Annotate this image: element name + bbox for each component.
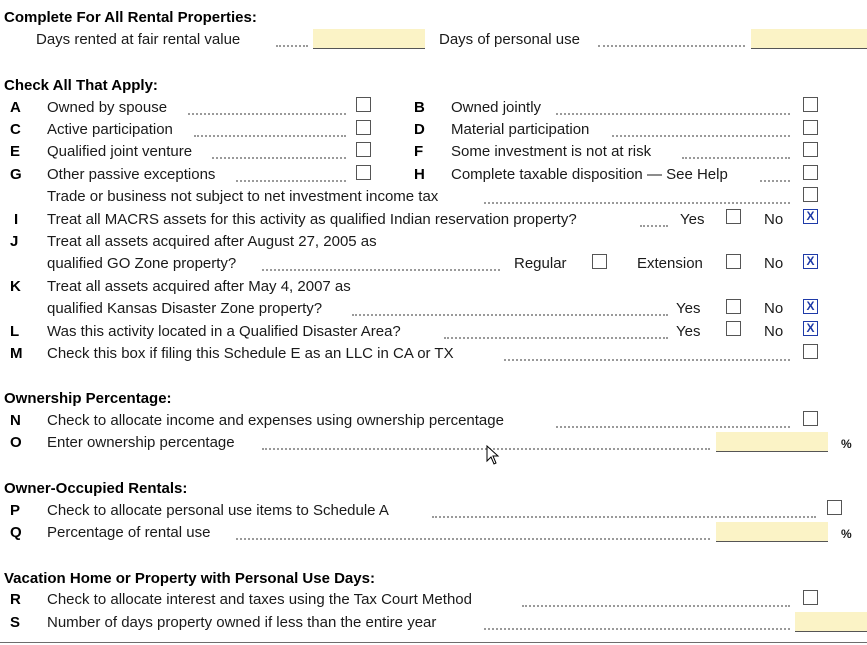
letter-d: D [414,121,425,138]
section-heading-owner-occupied: Owner-Occupied Rentals: [4,480,188,497]
kansas-zone-label-line1: Treat all assets acquired after May 4, 2007 as [47,278,351,295]
leader-dots [262,269,500,271]
letter-l: L [10,323,20,340]
leader-dots [484,202,790,204]
leader-dots [352,314,668,316]
leader-dots [212,157,346,159]
letter-s: S [10,614,21,631]
trade-business-label: Trade or business not subject to net investment income tax [47,188,439,205]
owned-jointly-checkbox[interactable] [803,97,818,112]
bottom-divider [0,642,867,643]
active-participation-label: Active participation [47,121,173,138]
days-rented-label: Days rented at fair rental value [36,31,241,48]
indian-reservation-yes-label: Yes [680,211,705,228]
indian-reservation-yes-checkbox[interactable] [726,209,741,224]
leader-dots [194,135,346,137]
leader-dots [598,45,745,47]
allocate-ownership-label: Check to allocate income and expenses using ownership percentage [47,412,504,429]
letter-g: G [10,166,22,183]
go-zone-extension-checkbox[interactable] [726,254,741,269]
section-heading-check-all: Check All That Apply: [4,77,158,94]
material-participation-label: Material participation [451,121,590,138]
leader-dots [236,538,710,540]
leader-dots [760,180,790,182]
leader-dots [556,113,790,115]
indian-reservation-no-checkbox[interactable]: X [803,209,818,224]
leader-dots [522,605,790,607]
leader-dots [484,628,790,630]
go-zone-no-label: No [764,255,784,272]
days-personal-field[interactable] [751,29,867,49]
kansas-zone-yes-checkbox[interactable] [726,299,741,314]
letter-n: N [10,412,21,429]
section-heading-ownership: Ownership Percentage: [4,390,172,407]
qualified-joint-venture-label: Qualified joint venture [47,143,193,160]
letter-k: K [10,278,21,295]
owned-by-spouse-checkbox[interactable] [356,97,371,112]
owned-jointly-label: Owned jointly [451,99,542,116]
letter-r: R [10,591,21,608]
section-heading-vacation: Vacation Home or Property with Personal Use Days: [4,570,375,587]
not-at-risk-checkbox[interactable] [803,142,818,157]
llc-ca-tx-checkbox[interactable] [803,344,818,359]
leader-dots [556,426,790,428]
material-participation-checkbox[interactable] [803,120,818,135]
allocate-ownership-checkbox[interactable] [803,411,818,426]
leader-dots [612,135,790,137]
letter-a: A [10,99,21,116]
leader-dots [188,113,346,115]
active-participation-checkbox[interactable] [356,120,371,135]
rental-use-percentage-field[interactable] [716,522,828,542]
letter-e: E [10,143,21,160]
mouse-cursor-icon [486,445,500,465]
leader-dots [276,45,308,47]
qualified-disaster-yes-checkbox[interactable] [726,321,741,336]
other-passive-exceptions-checkbox[interactable] [356,165,371,180]
go-zone-no-checkbox[interactable]: X [803,254,818,269]
qualified-joint-venture-checkbox[interactable] [356,142,371,157]
go-zone-extension-label: Extension [637,255,703,272]
allocate-personal-use-checkbox[interactable] [827,500,842,515]
letter-b: B [414,99,425,116]
leader-dots [504,359,790,361]
leader-dots [444,337,668,339]
go-zone-label-line1: Treat all assets acquired after August 27, 2005 as [47,233,377,250]
letter-o: O [10,434,22,451]
owned-by-spouse-label: Owned by spouse [47,99,168,116]
letter-p: P [10,502,21,519]
indian-reservation-label: Treat all MACRS assets for this activity as qualified Indian reservation property? [47,211,577,228]
go-zone-regular-checkbox[interactable] [592,254,607,269]
section-heading-complete-all: Complete For All Rental Properties: [4,9,257,26]
ownership-percentage-label: Enter ownership percentage [47,434,235,451]
indian-reservation-no-label: No [764,211,784,228]
kansas-zone-yes-label: Yes [676,300,701,317]
days-owned-label: Number of days property owned if less than the entire year [47,614,437,631]
ownership-percent-sign: % [841,437,852,451]
days-rented-field[interactable] [313,29,425,49]
trade-business-checkbox[interactable] [803,187,818,202]
go-zone-regular-label: Regular [514,255,567,272]
ownership-percentage-field[interactable] [716,432,828,452]
other-passive-exceptions-label: Other passive exceptions [47,166,216,183]
tax-court-method-checkbox[interactable] [803,590,818,605]
leader-dots [432,516,816,518]
letter-c: C [10,121,21,138]
kansas-zone-no-label: No [764,300,784,317]
kansas-zone-no-checkbox[interactable]: X [803,299,818,314]
rental-use-percent-sign: % [841,527,852,541]
complete-taxable-disposition-checkbox[interactable] [803,165,818,180]
rental-use-percentage-label: Percentage of rental use [47,524,211,541]
not-at-risk-label: Some investment is not at risk [451,143,652,160]
qualified-disaster-no-label: No [764,323,784,340]
letter-q: Q [10,524,22,541]
go-zone-label-line2: qualified GO Zone property? [47,255,237,272]
letter-m: M [10,345,23,362]
leader-dots [236,180,346,182]
qualified-disaster-no-checkbox[interactable]: X [803,321,818,336]
leader-dots [682,157,790,159]
days-personal-label: Days of personal use [439,31,580,48]
leader-dots [640,225,668,227]
tax-court-method-label: Check to allocate interest and taxes using the Tax Court Method [47,591,472,608]
qualified-disaster-yes-label: Yes [676,323,701,340]
letter-i: I [14,211,19,228]
kansas-zone-label-line2: qualified Kansas Disaster Zone property? [47,300,323,317]
letter-f: F [414,143,424,160]
letter-h: H [414,166,425,183]
allocate-personal-use-label: Check to allocate personal use items to Schedule A [47,502,389,519]
llc-ca-tx-label: Check this box if filing this Schedule E as an LLC in CA or TX [47,345,454,362]
qualified-disaster-label: Was this activity located in a Qualified Disaster Area? [47,323,401,340]
complete-taxable-disposition-label: Complete taxable disposition — See Help [451,166,728,183]
letter-j: J [10,233,19,250]
days-owned-field[interactable] [795,612,867,632]
